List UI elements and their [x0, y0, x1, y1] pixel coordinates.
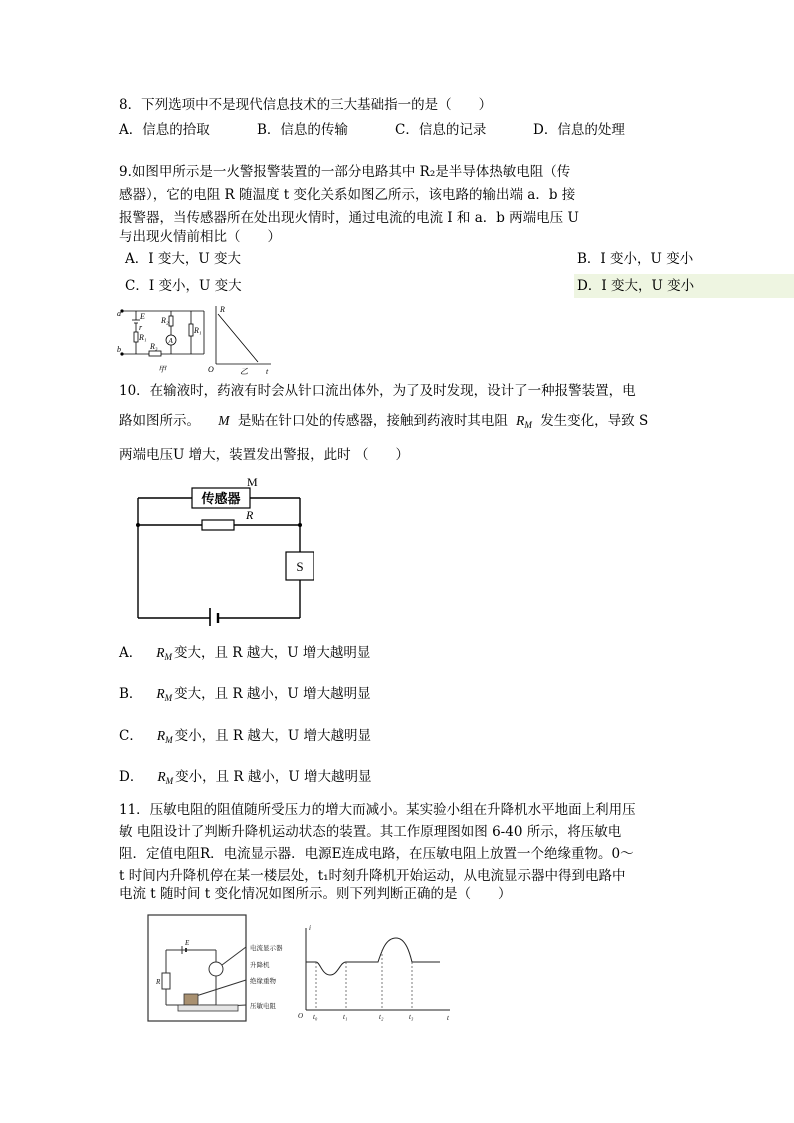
- q10-option-d-text: 变小，且 R 越小，U 增大越明显: [175, 769, 372, 785]
- q10-option-b-sub: M: [164, 693, 173, 703]
- q10-stem-line3: 两端电压U 增大，装置发出警报，此时 （ ）: [119, 447, 409, 463]
- q10-option-a-letter: A．: [119, 645, 143, 661]
- q8-option-c[interactable]: C．信息的记录: [395, 122, 487, 138]
- q9-option-b[interactable]: B．I 变小，U 变小: [577, 251, 694, 267]
- q9-graph-line: [218, 314, 258, 362]
- q10-line2-sub-M: M: [524, 420, 532, 430]
- q10-option-b-letter: B．: [119, 686, 143, 702]
- q11-figure: [138, 910, 456, 1028]
- q9-label-ammeter: A: [168, 337, 173, 345]
- q10-stem-line2: [119, 411, 648, 435]
- q11-tick-t0: t₀: [313, 1013, 318, 1021]
- q9-circuit-figures: [116, 302, 296, 376]
- q11-weight-block: [184, 994, 198, 1005]
- q9-stem-line4: 与出现火情前相比（ ）: [119, 229, 281, 245]
- q9-option-d[interactable]: D．I 变大，U 变小: [574, 274, 794, 298]
- q10-line2-M: M: [218, 413, 230, 428]
- q10-option-c-text: 变小，且 R 越大，U 增大越明显: [174, 728, 372, 744]
- q9-label-R1-left: R₁: [139, 333, 147, 342]
- q10-line2-part2: 是贴在针口处的传感器，接触到药液时其电阻: [237, 413, 508, 429]
- q11-piezo-resistor: [178, 1005, 238, 1011]
- q10-line2-part3: 发生变化，导致 S: [540, 413, 649, 429]
- q9-fig-yi: [216, 306, 271, 364]
- q10-option-a-sub: M: [164, 652, 172, 662]
- q10-option-b[interactable]: [119, 684, 371, 708]
- q8-option-a[interactable]: A．信息的拾取: [119, 122, 210, 138]
- q9-axis-R: R: [220, 305, 225, 314]
- q11-stem-line3: 阻．定值电阻R．电流显示器．电源E连成电路，在压敏电阻上放置一个绝缘重物。0～: [119, 846, 634, 862]
- q8-stem: 8．下列选项中不是现代信息技术的三大基础指一的是（ ）: [119, 97, 493, 113]
- q11-tick-t3: t₃: [409, 1013, 414, 1021]
- q11-tick-t1: t₁: [343, 1013, 348, 1021]
- q9-stem-line3: 报警器，当传感器所在处出现火情时，通过电流的电流 I 和 a．b 两端电压 U: [119, 210, 579, 226]
- q11-axis-O: O: [298, 1012, 304, 1020]
- q10-R-label: R: [246, 508, 254, 522]
- q9-axis-O: O: [208, 365, 214, 374]
- q9-axis-t: t: [266, 367, 269, 376]
- q9-label-R1: R₁: [194, 326, 202, 335]
- q9-label-R3: R₃: [150, 342, 158, 351]
- q10-S-label: S: [296, 559, 304, 574]
- q11-tick-t2: t₂: [379, 1013, 384, 1021]
- q10-option-b-text: 变大，且 R 越小，U 增大越明显: [174, 686, 371, 702]
- q11-label-weight: 绝缘重物: [250, 977, 276, 985]
- q10-option-c-sub: M: [165, 735, 173, 745]
- q10-option-c-letter: C．: [119, 728, 143, 744]
- q11-label-R: R: [156, 978, 161, 986]
- q11-axis-t: t: [447, 1014, 449, 1022]
- q10-sensor-label: 传感器: [201, 492, 241, 507]
- q9-label-a: a: [117, 309, 121, 318]
- q10-option-a-text: 变大，且 R 越大，U 增大越明显: [174, 645, 371, 661]
- q10-option-b-R: R: [156, 686, 165, 701]
- q11-stem-line1: 11．压敏电阻的阻值随所受压力的增大而减小。某实验小组在升降机水平地面上利用压: [119, 802, 636, 818]
- q11-stem-line5: 电流 t 随时间 t 变化情况如图所示。则下列判断正确的是（ ）: [119, 886, 512, 902]
- q9-label-b: b: [117, 345, 121, 354]
- q10-M-label: M: [247, 475, 258, 489]
- q9-label-yi: 乙: [240, 367, 248, 376]
- q11-current-curve: [306, 938, 440, 975]
- q11-label-ammeter: 电流显示器: [250, 944, 283, 952]
- q10-circuit-figure: [130, 474, 314, 626]
- q10-option-a-R: R: [156, 645, 165, 660]
- q11-axis-i: i: [309, 924, 311, 932]
- q10-line2-R: R: [516, 413, 525, 428]
- q9-label-E: E: [140, 312, 145, 321]
- q10-option-d-R: R: [157, 769, 166, 784]
- q9-option-c[interactable]: C．I 变小，U 变大: [125, 278, 242, 294]
- q9-label-jia: 甲: [158, 365, 166, 374]
- q9-stem-line1: 9.如图甲所示是一火警报警装置的一部分电路其中 R₂是半导体热敏电阻（传: [119, 164, 571, 180]
- q11-label-E: E: [185, 939, 190, 947]
- q11-stem-line2: 敏 电阻设计了判断升降机运动状态的装置。其工作原理图如图 6-40 所示，将压敏电: [119, 824, 622, 840]
- q10-line2-part1: 路如图所示。: [119, 413, 200, 429]
- q9-stem-line2: 感器），它的电阻 R 随温度 t 变化关系如图乙所示，该电路的输出端 a．b 接: [119, 187, 576, 203]
- q8-option-b[interactable]: B．信息的传输: [257, 122, 348, 138]
- q10-stem-line1: 10．在输液时，药液有时会从针口流出体外，为了及时发现，设计了一种报警装置，电: [119, 383, 636, 399]
- q9-label-r: r: [139, 323, 143, 332]
- q11-label-elevator: 升降机: [250, 961, 270, 969]
- q10-option-d[interactable]: [119, 767, 372, 791]
- q11-stem-line4: t 时间内升降机停在某一楼层处，t₁时刻升降机开始运动，从电流显示器中得到电路中: [119, 868, 626, 884]
- q10-option-d-sub: M: [165, 776, 174, 786]
- q10-option-a[interactable]: [119, 643, 370, 667]
- q10-option-c-R: R: [156, 728, 166, 743]
- q10-option-d-letter: D．: [119, 769, 144, 785]
- q8-option-d[interactable]: D．信息的处理: [533, 122, 625, 138]
- q11-label-piezo: 压敏电阻: [250, 1002, 276, 1010]
- q9-option-a[interactable]: A．I 变大，U 变大: [125, 251, 242, 267]
- q10-option-c[interactable]: [119, 726, 371, 750]
- q9-label-R2: R₂: [161, 316, 169, 325]
